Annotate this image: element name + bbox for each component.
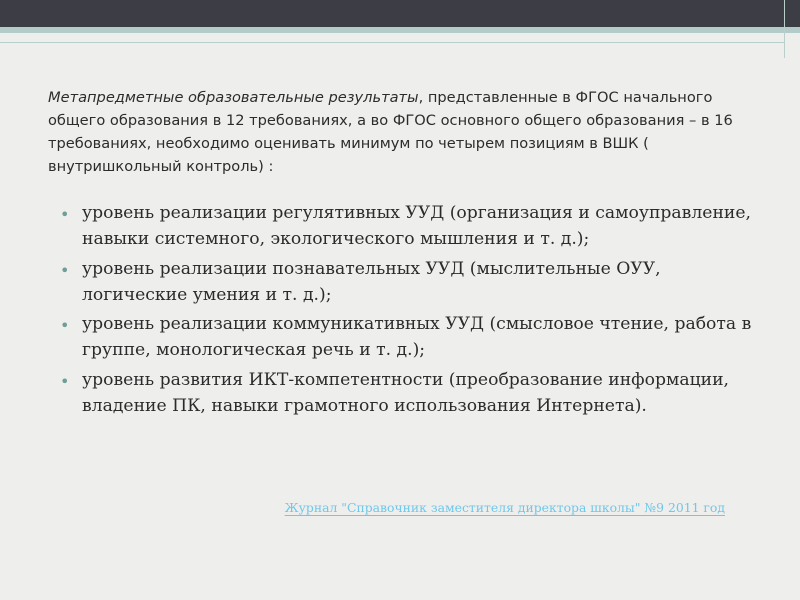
intro-text: , представленные в ФГОС начального общего образования в 12 требованиях, а во ФГОС основного общего образования – в 16 требованиях, необходимо оценивать минимум по четырем позициям в ВШК ( внутришкольный контроль) : bbox=[48, 89, 733, 175]
bullet-icon: • bbox=[60, 371, 70, 391]
intro-paragraph bbox=[48, 86, 748, 178]
decorative-line-horizontal bbox=[0, 42, 784, 43]
top-accent-strip bbox=[0, 27, 800, 33]
bullet-icon: • bbox=[60, 260, 70, 280]
top-bar bbox=[0, 0, 800, 27]
list-item-text: уровень реализации коммуникативных УУД (смысловое чтение, работа в группе, монологическая речь и т. д.); bbox=[82, 314, 752, 360]
source-link[interactable]: Журнал "Справочник заместителя директора школы" №9 2011 год bbox=[284, 500, 725, 515]
list-item bbox=[60, 256, 760, 308]
decorative-line-vertical bbox=[784, 0, 785, 58]
bullet-icon: • bbox=[60, 205, 70, 224]
intro-italic-term: Метапредметные образовательные результаты bbox=[48, 89, 419, 106]
list-item bbox=[60, 200, 760, 252]
list-item-text: уровень реализации познавательных УУД (мыслительные ОУУ, логические умения и т. д.); bbox=[82, 258, 661, 305]
bullet-icon: • bbox=[60, 316, 70, 335]
bullet-list bbox=[60, 200, 760, 422]
list-item bbox=[60, 367, 760, 419]
list-item-text: уровень реализации регулятивных УУД (организация и самоуправление, навыки системного, экологического мышления и т. д.); bbox=[82, 203, 751, 249]
list-item-text: уровень развития ИКТ-компетентности (преобразование информации, владение ПК, навыки грамотного использования Интернета). bbox=[82, 369, 729, 416]
list-item bbox=[60, 311, 760, 363]
